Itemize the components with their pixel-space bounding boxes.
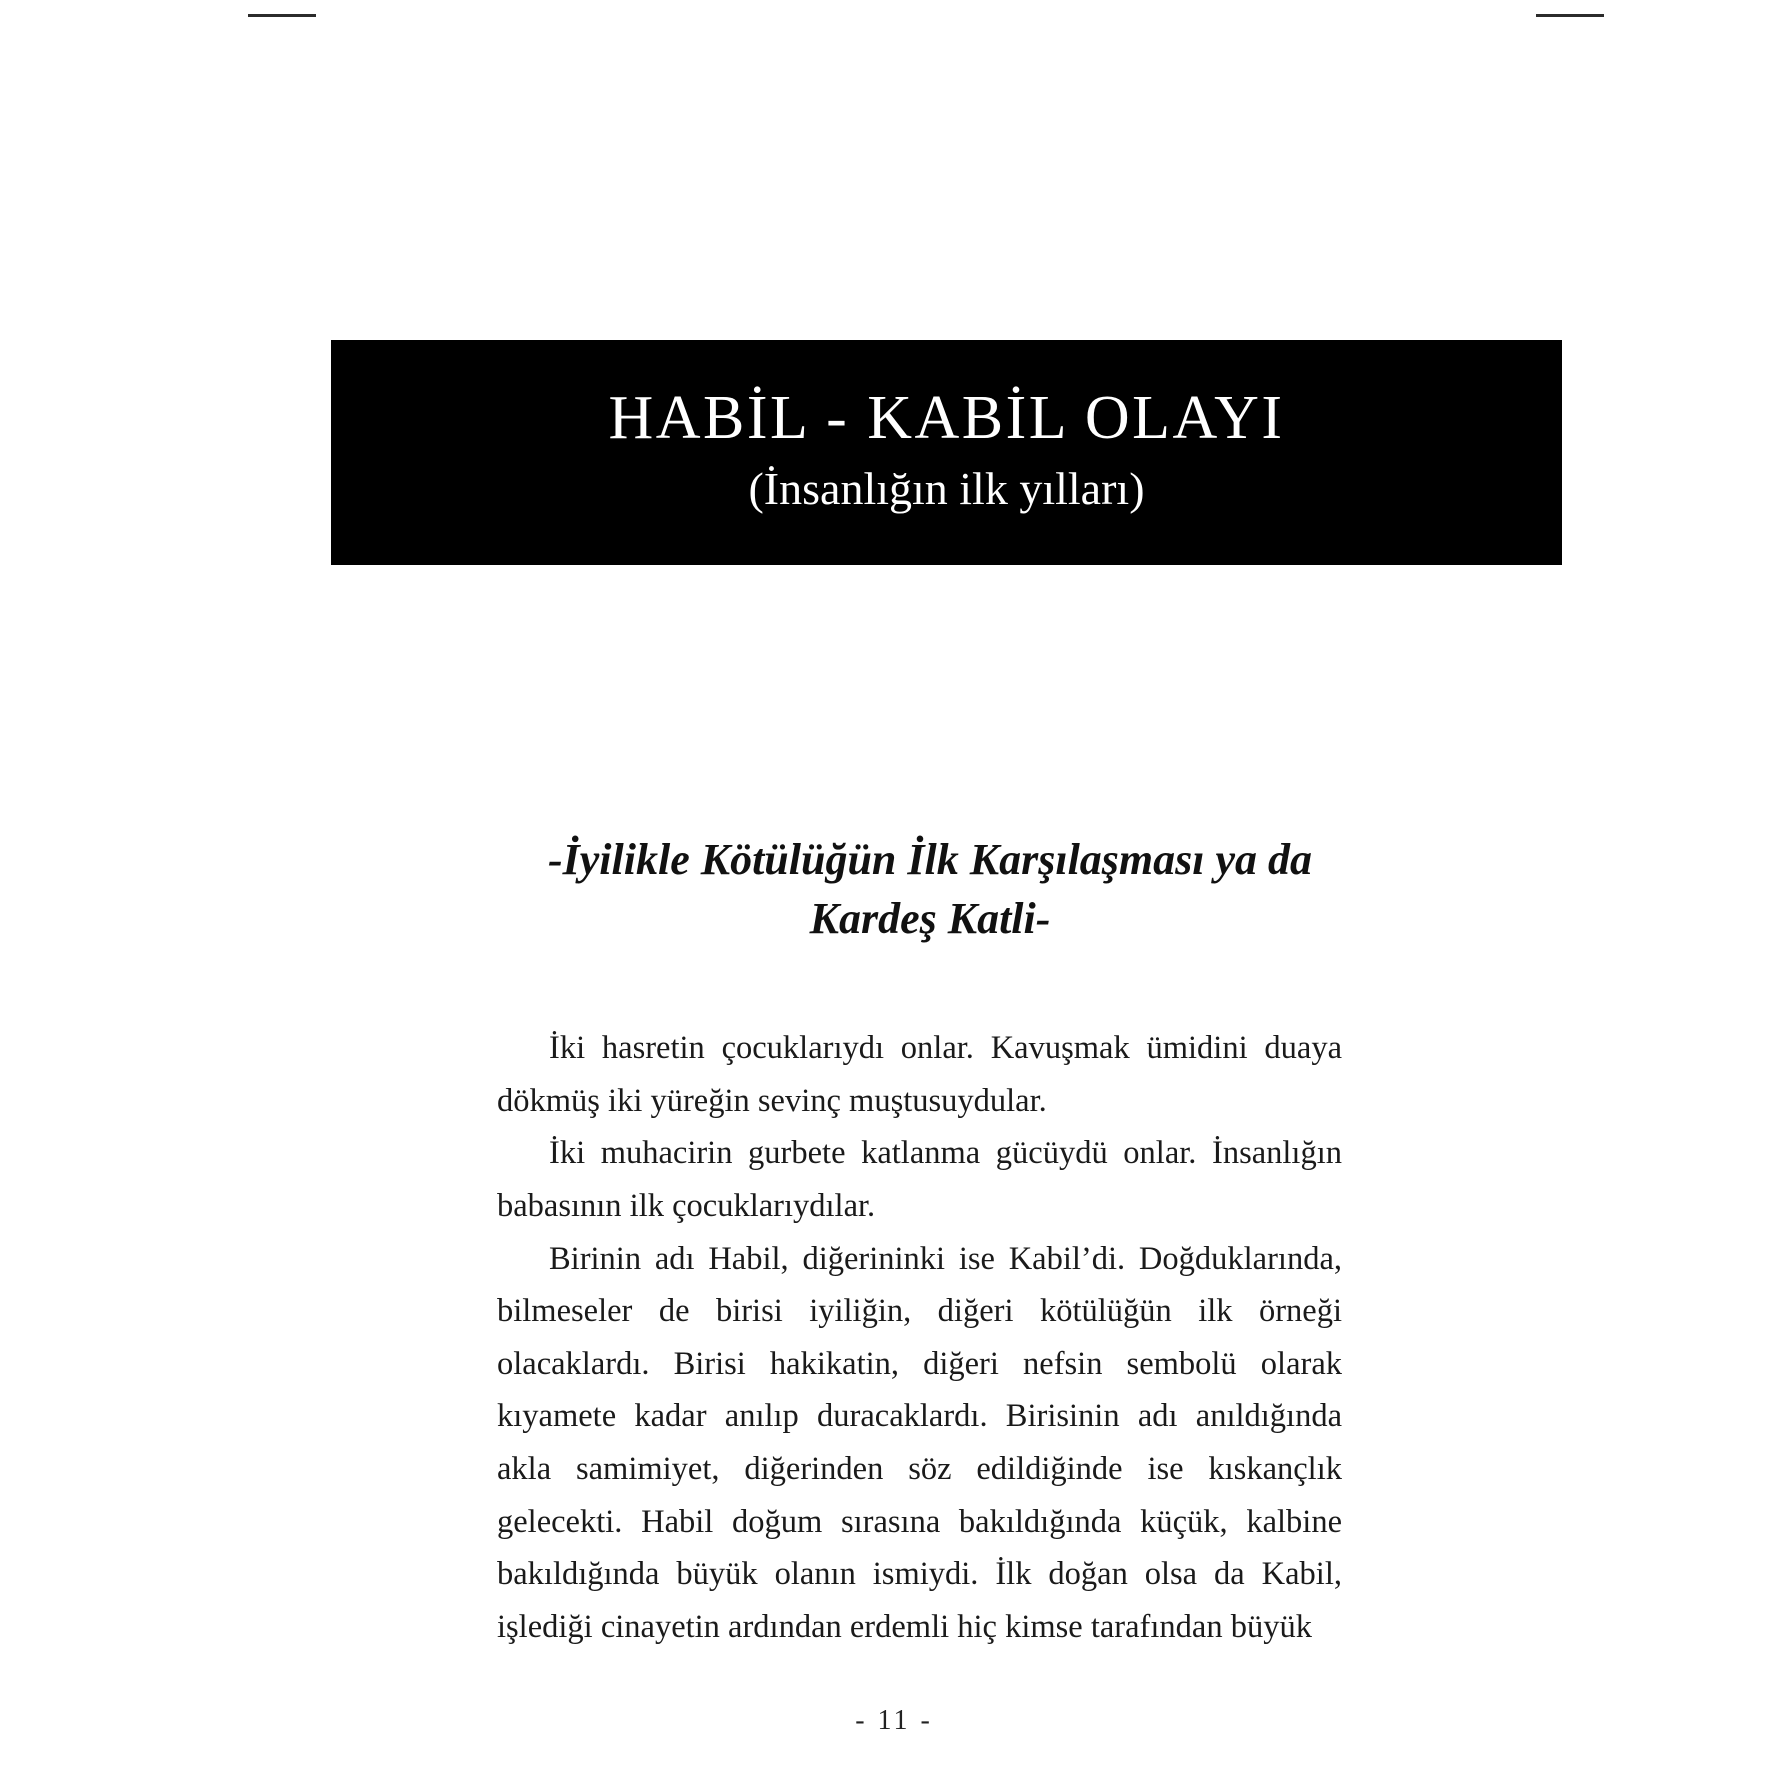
paragraph: İki hasretin çocuklarıydı onlar. Kavuşmak ümidini duaya dökmüş iki yüreğin sevinç muştusuydular. [497,1030,1342,1119]
top-left-crop-mark [248,14,316,17]
paragraph: İki muhacirin gurbete katlanma gücüydü onlar. İnsanlığın babasının ilk çocuklarıydılar. [497,1135,1342,1224]
page-number: - 11 - [855,1705,933,1736]
chapter-subtitle: (İnsanlığın ilk yılları) [748,462,1145,514]
section-heading: -İyilikle Kötülüğün İlk Karşılaşması ya da Kardeş Katli- [547,835,1313,944]
chapter-title: HABİL - KABİL OLAYI [608,383,1285,452]
body-text-column [497,1022,1342,1654]
paragraph: Birinin adı Habil, diğerininki ise Kabil’di. Doğduklarında, bilmeseler de birisi iyiliğin, diğeri kötülüğün ilk örneği olacaklardı. Birisi hakikatin, diğeri nefsin sembolü olarak kıyamete kadar anılıp duracaklardı. Birisinin adı anıldığında akla samimiyet, diğerinden söz edildiğinde ise kıskançlık gelecekti. Habil doğum sırasına bakıldığında küçük, kalbine bakıldığında büyük olanın ismiydi. İlk doğan olsa da Kabil, işlediği cinayetin ardından erdemli hiç kimse tarafından büyük [497,1240,1342,1646]
top-right-crop-mark [1536,14,1604,17]
chapter-title-banner [331,340,1562,565]
